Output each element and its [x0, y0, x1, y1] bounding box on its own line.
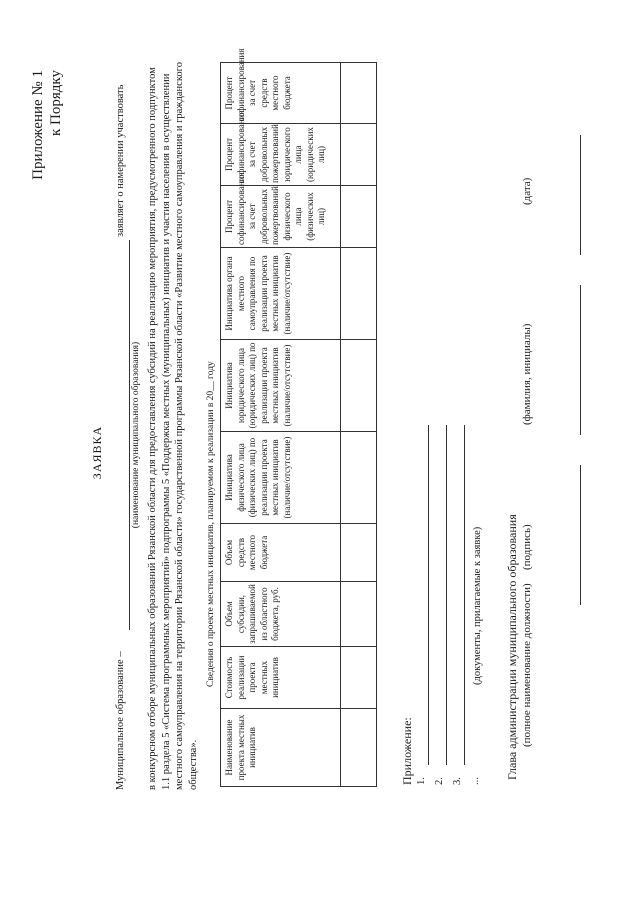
table-caption: Сведения о проекте местных инициатив, планируемом к реализации в 20__ году [206, 361, 216, 687]
name-caption: (фамилия, инициалы) [521, 323, 533, 425]
application-body-text: в конкурсном отборе муниципальных образований Рязанской области для предоставления субсидий на реализацию мероприятия, предусмотренного подпунктом 1.1 раздела 5 «Система программных мероприятий» подпрограммы 5 «Поддержка местных (муниципальных) инициатив и участия населения в осуществлении местного самоуправления на территории Рязанской области» государственной программы Рязанской области «Развитие местного самоуправления и гражданского общества». [147, 62, 199, 790]
col-subsidy-amount: Объем субсидии, запрашиваемой из областного бюджета, руб. [221, 582, 341, 647]
col-percent-individuals: Процент софинансирования за счет добровольных пожертвований физического лица (физических лиц) [221, 186, 341, 248]
signature-line [580, 465, 581, 605]
table-cell [341, 709, 377, 787]
head-of-administration: Глава администрации муниципального образования [505, 514, 519, 780]
attachment-item-1: 1. [416, 777, 427, 785]
table-cell [341, 186, 377, 248]
document-title: ЗАЯВКА [90, 425, 104, 480]
attachment-item-3: 3. [452, 777, 463, 785]
name-line [580, 285, 581, 435]
attachment-line-2 [446, 425, 447, 765]
table-cell [341, 248, 377, 340]
col-percent-legal-entities: Процент софинансирования за счет добровольных пожертвований юридического лица (юридических лиц) [221, 124, 341, 186]
col-local-authority-initiative: Инициатива органа местного самоуправления по реализации проекта местных инициатив (наличие/отсутствие) [221, 248, 341, 340]
table-row [341, 63, 377, 787]
attachments-caption: (документы, прилагаемые к заявке) [472, 526, 483, 685]
project-info-table [220, 48, 377, 787]
date-line [580, 135, 581, 255]
attachments-heading: Приложение: [400, 717, 414, 785]
col-individual-initiative: Инициатива физического лица (физических лиц) по реализации проекта местных инициатив (наличие/отсутствие) [221, 432, 341, 524]
col-local-budget: Объем средств местного бюджета [221, 524, 341, 582]
col-legal-entity-initiative: Инициатива юридического лица (юридических лиц) по реализации проекта местных инициатив (наличие/отсутствие) [221, 340, 341, 432]
signature-caption: (подпись) [521, 524, 533, 570]
municipality-name-line [129, 240, 130, 630]
table-cell [341, 647, 377, 709]
col-project-cost: Стоимость реализации проекта местных инициатив [221, 647, 341, 709]
municipality-caption: (наименование муниципального образования) [131, 341, 141, 529]
attachment-item-more: ... [470, 777, 481, 785]
attachment-item-2: 2. [434, 777, 445, 785]
municipality-declares: заявляет о намерении участвовать [115, 84, 126, 237]
table-cell [341, 124, 377, 186]
attachment-line-1 [428, 425, 429, 765]
col-percent-local-budget: Процент софинансирования за счет средств местного бюджета [221, 63, 341, 124]
table-cell [341, 63, 377, 124]
date-caption: (дата) [521, 177, 533, 205]
table-cell [341, 582, 377, 647]
col-project-name: Наименование проекта местных инициатив [221, 709, 341, 787]
table-cell [341, 340, 377, 432]
appendix-number: Приложение № 1 [30, 70, 46, 180]
table-cell [341, 524, 377, 582]
position-caption: (полное наименование должности) [521, 583, 533, 747]
municipality-label: Муниципальное образование – [115, 651, 126, 790]
attachment-line-3 [464, 425, 465, 765]
appendix-to-order: к Порядку [48, 70, 64, 136]
table-cell [341, 432, 377, 524]
